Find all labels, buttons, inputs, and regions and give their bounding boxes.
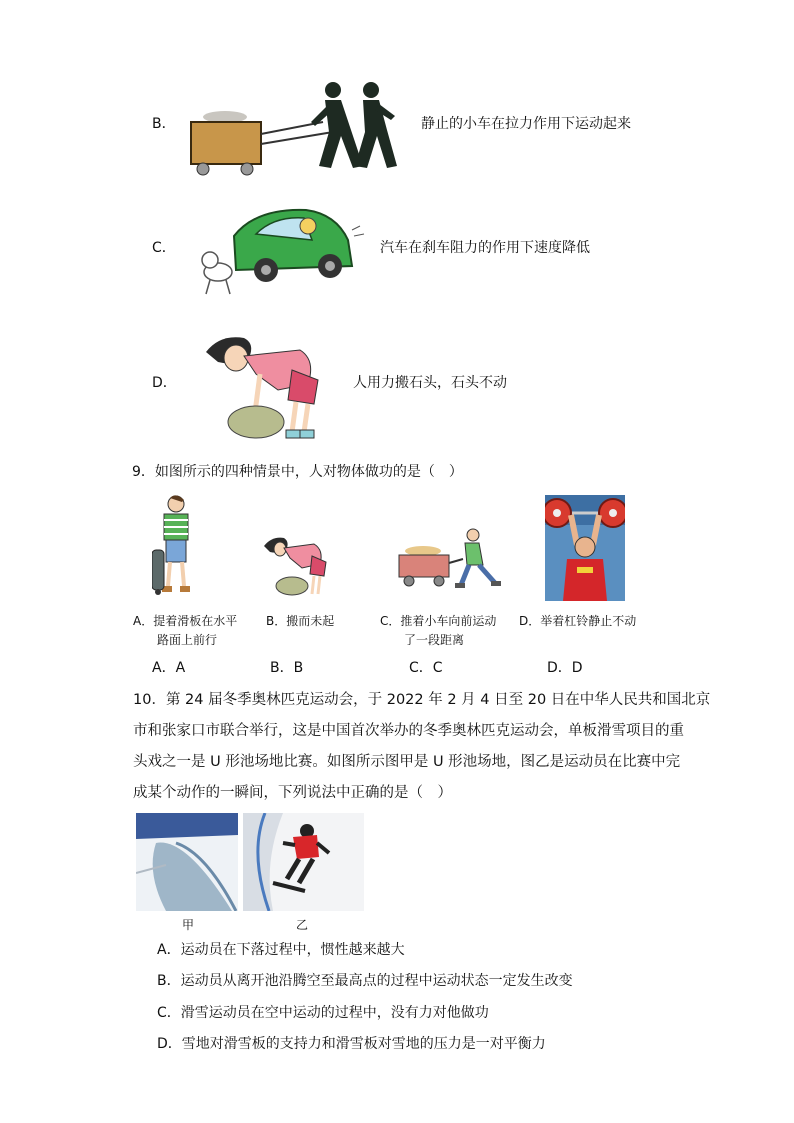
weightlifter-photo — [545, 495, 625, 601]
girl-lifting-stone-image — [262, 534, 332, 598]
q9-caption-a-line1: A．提着滑板在水平 — [133, 614, 238, 628]
q10-choice-d[interactable]: D．雪地对滑雪板的支持力和滑雪板对雪地的压力是一对平衡力 — [157, 1036, 546, 1052]
q9-caption-c-line2: 了一段距离 — [404, 633, 465, 647]
q10-stem-line-4: 成某个动作的一瞬间，下列说法中正确的是（ ） — [133, 785, 452, 801]
image-label-yi: 乙 — [296, 918, 309, 932]
option-d-letter: D． — [152, 375, 177, 391]
option-c-text: 汽车在刹车阻力的作用下速度降低 — [380, 240, 590, 256]
q9-choice-c[interactable]: C．C — [409, 660, 443, 676]
lifting-stone-illustration — [200, 330, 330, 442]
boy-carrying-skateboard-image — [152, 494, 202, 600]
q9-choice-b[interactable]: B．B — [270, 660, 304, 676]
q10-choice-c[interactable]: C．滑雪运动员在空中运动的过程中，没有力对他做功 — [157, 1005, 489, 1021]
question-9-stem: 9．如图所示的四种情景中，人对物体做功的是（ ） — [132, 464, 463, 480]
q9-choice-a[interactable]: A．A — [152, 660, 186, 676]
braking-car-illustration — [196, 196, 368, 298]
option-d-text: 人用力搬石头，石头不动 — [353, 375, 507, 391]
q9-caption-a-line2: 路面上前行 — [157, 633, 218, 647]
boy-pushing-cart-image — [395, 525, 505, 591]
q10-stem-line-2: 市和张家口市联合举行，这是中国首次举办的冬季奥林匹克运动会，单板滑雪项目的重 — [133, 723, 684, 739]
q10-choice-b[interactable]: B．运动员从离开池沿腾空至最高点的过程中运动状态一定发生改变 — [157, 973, 573, 989]
option-b-letter: B． — [152, 116, 176, 132]
q10-choice-a[interactable]: A．运动员在下落过程中，惯性越来越大 — [157, 942, 405, 958]
cart-pulled-illustration — [183, 74, 413, 179]
q10-stem-line-3: 头戏之一是 U 形池场地比赛。如图所示图甲是 U 形池场地，图乙是运动员在比赛中完 — [133, 754, 681, 770]
snowboarder-photo — [243, 813, 364, 911]
q9-caption-b-line1: B．搬而未起 — [266, 614, 335, 628]
q9-caption-c-line1: C．推着小车向前运动 — [380, 614, 497, 628]
halfpipe-photo — [136, 813, 238, 911]
q10-stem-line-1: 10．第 24 届冬季奥林匹克运动会，于 2022 年 2 月 4 日至 20 日在中华人民共和国北京 — [133, 692, 711, 708]
option-b-text: 静止的小车在拉力作用下运动起来 — [421, 116, 631, 132]
q9-choice-d[interactable]: D．D — [547, 660, 583, 676]
q9-caption-d-line1: D．举着杠铃静止不动 — [519, 614, 637, 628]
option-c-letter: C． — [152, 240, 176, 256]
image-label-jia: 甲 — [182, 918, 195, 932]
